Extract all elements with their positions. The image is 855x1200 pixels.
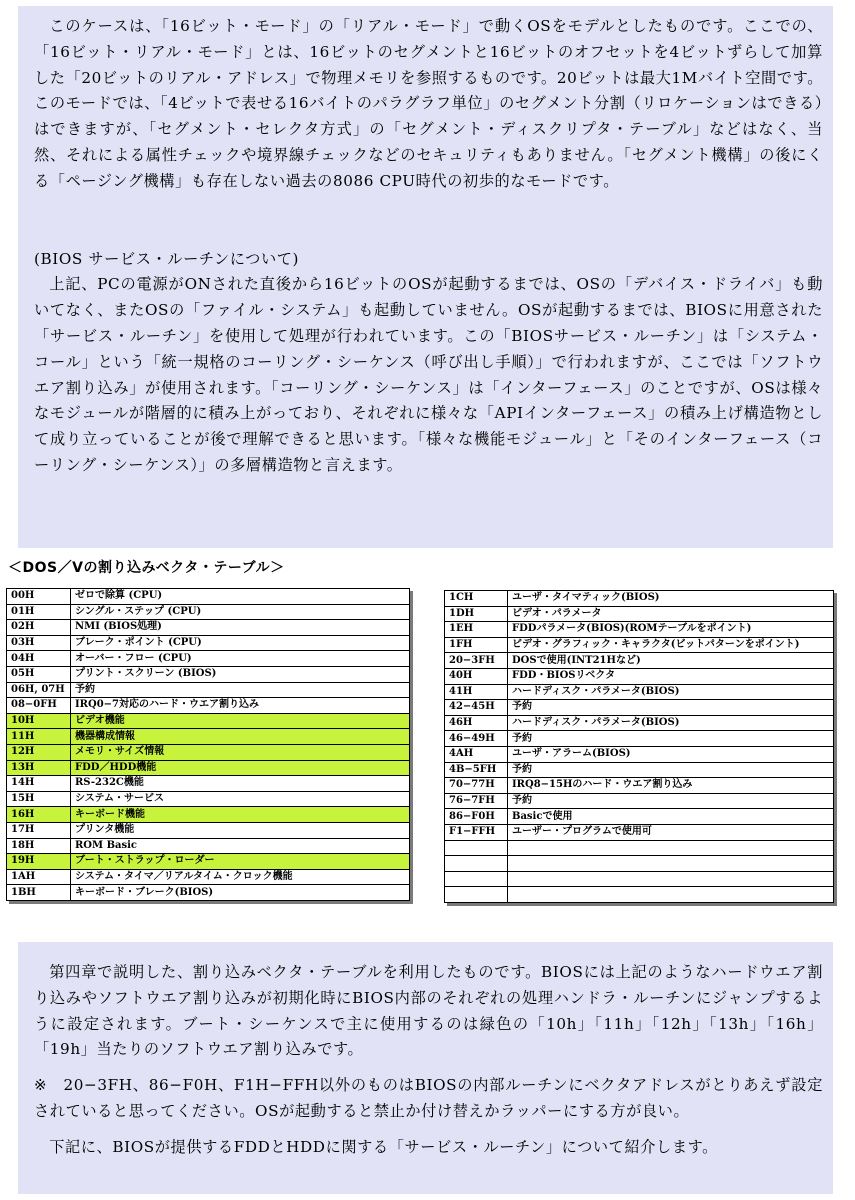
- table-row: [7, 807, 410, 823]
- table-row: [445, 591, 834, 607]
- vector-description: Basicで使用: [508, 809, 834, 825]
- vector-code: 4B−5FH: [445, 762, 508, 778]
- bios-section-heading: (BIOS サービス・ルーチンについて): [34, 249, 300, 268]
- vector-description: FDD／HDD機能: [71, 760, 410, 776]
- vector-code: 17H: [7, 822, 71, 838]
- vector-code: 04H: [7, 651, 71, 667]
- vector-description: 機器構成情報: [71, 729, 410, 745]
- table-row: [445, 871, 834, 887]
- vector-code: 19H: [7, 854, 71, 870]
- vector-description: NMI (BIOS処理): [71, 620, 410, 636]
- vector-description: ビデオ・グラフィック・キャラクタ(ビットパターンをポイント): [508, 637, 834, 653]
- vector-code: 11H: [7, 729, 71, 745]
- vector-code: 05H: [7, 666, 71, 682]
- table-row: [445, 622, 834, 638]
- vector-description: キーボード・ブレーク(BIOS): [71, 885, 410, 901]
- vector-code: 42−45H: [445, 700, 508, 716]
- vector-code: 00H: [7, 589, 71, 605]
- vector-code: 08−0FH: [7, 698, 71, 714]
- vector-code: [445, 871, 508, 887]
- table-row: [7, 854, 410, 870]
- vector-description: ハードディスク・パラメータ(BIOS): [508, 715, 834, 731]
- table-row: [7, 760, 410, 776]
- vector-code: 13H: [7, 760, 71, 776]
- table-row: [445, 824, 834, 840]
- vector-code: 14H: [7, 776, 71, 792]
- vector-description: [508, 840, 834, 856]
- table-row: [7, 713, 410, 729]
- vector-code: 46−49H: [445, 731, 508, 747]
- bios-section-paragraph: 上記、PCの電源がONされた直後から16ビットのOSが起動するまでは、OSの「デバイス・ドライバ」も動いてなく、またOSの「ファイル・システム」も起動していません。OSが起動するまでは、BIOSに用意された「サービス・ルーチン」を使用して処理が行われています。この「BIOSサービス・ルーチン」は「システム・コール」という「統一規格のコーリング・シーケンス（呼び出し手順）」で行われますが、ここでは「ソフトウエア割り込み」が使用されます。「コーリング・シーケンス」は「インターフェース」のことですが、OSは様々なモジュールが階層的に積み上がっており、それぞれに様々な「APIインターフェース」の積み上げ構造物として成り立っていることが後で理解できると思います。「様々な機能モジュール」と「そのインターフェース（コーリング・シーケンス）」の多層構造物と言えます。: [34, 275, 823, 474]
- vector-code: [445, 856, 508, 872]
- vector-code: 20−3FH: [445, 653, 508, 669]
- vector-table-right: [444, 590, 834, 903]
- table-row: [445, 762, 834, 778]
- vector-code: 70−77H: [445, 778, 508, 794]
- vector-description: システム・サービス: [71, 791, 410, 807]
- vector-description: ユーザ・アラーム(BIOS): [508, 746, 834, 762]
- outro-closing: 下記に、BIOSが提供するFDDとHDDに関する「サービス・ルーチン」について紹介します。: [49, 1137, 718, 1156]
- vector-description: 予約: [508, 731, 834, 747]
- table-row: [7, 589, 410, 605]
- table-row: [445, 637, 834, 653]
- vector-code: 1BH: [7, 885, 71, 901]
- table-row: [7, 635, 410, 651]
- vector-code: 4AH: [445, 746, 508, 762]
- vector-description: シングル・ステップ (CPU): [71, 604, 410, 620]
- vector-code: [445, 840, 508, 856]
- vector-description: ビデオ機能: [71, 713, 410, 729]
- vector-code: 18H: [7, 838, 71, 854]
- vector-description: ROM Basic: [71, 838, 410, 854]
- vector-code: [445, 887, 508, 903]
- vector-description: システム・タイマ／リアルタイム・クロック機能: [71, 869, 410, 885]
- table-row: [445, 684, 834, 700]
- vector-code: 10H: [7, 713, 71, 729]
- table-row: [7, 729, 410, 745]
- vector-table-left: [6, 588, 410, 901]
- vector-code: 06H, 07H: [7, 682, 71, 698]
- vector-code: 40H: [445, 668, 508, 684]
- vector-code: 02H: [7, 620, 71, 636]
- vector-description: IRQ8−15Hのハード・ウエア割り込み: [508, 778, 834, 794]
- vector-description: IRQ0−7対応のハード・ウエア割り込み: [71, 698, 410, 714]
- table-row: [7, 822, 410, 838]
- vector-code: F1−FFH: [445, 824, 508, 840]
- vector-description: 予約: [508, 762, 834, 778]
- vector-description: プリンタ機能: [71, 822, 410, 838]
- vector-description: ハードディスク・パラメータ(BIOS): [508, 684, 834, 700]
- table-row: [445, 809, 834, 825]
- table-row: [7, 604, 410, 620]
- vector-description: メモリ・サイズ情報: [71, 744, 410, 760]
- vector-code: 46H: [445, 715, 508, 731]
- vector-description: DOSで使用(INT21Hなど): [508, 653, 834, 669]
- outro-panel: [18, 942, 833, 1194]
- vector-description: FDD・BIOSリベクタ: [508, 668, 834, 684]
- vector-code: 01H: [7, 604, 71, 620]
- vector-description: FDDパラメータ(BIOS)(ROMテーブルをポイント): [508, 622, 834, 638]
- vector-description: RS-232C機能: [71, 776, 410, 792]
- vector-description: オーバー・フロー (CPU): [71, 651, 410, 667]
- table-row: [7, 698, 410, 714]
- table-row: [7, 666, 410, 682]
- table-row: [7, 869, 410, 885]
- vector-code: 1FH: [445, 637, 508, 653]
- vector-description: 予約: [508, 700, 834, 716]
- vector-description: ブレーク・ポイント (CPU): [71, 635, 410, 651]
- table-row: [445, 778, 834, 794]
- table-row: [7, 651, 410, 667]
- table-row: [445, 887, 834, 903]
- table-row: [445, 746, 834, 762]
- table-row: [7, 885, 410, 901]
- table-row: [445, 856, 834, 872]
- table-row: [445, 731, 834, 747]
- vector-description: 予約: [71, 682, 410, 698]
- vector-code: 1DH: [445, 606, 508, 622]
- vector-description: [508, 856, 834, 872]
- vector-description: 予約: [508, 793, 834, 809]
- table-row: [7, 620, 410, 636]
- vector-code: 15H: [7, 791, 71, 807]
- table-row: [445, 840, 834, 856]
- vector-code: 03H: [7, 635, 71, 651]
- vector-table-title: ＜DOS／Vの割り込みベクタ・テーブル＞: [8, 560, 285, 576]
- vector-description: ゼロで除算 (CPU): [71, 589, 410, 605]
- vector-code: 1EH: [445, 622, 508, 638]
- table-row: [445, 700, 834, 716]
- vector-description: ユーザ・タイマティック(BIOS): [508, 591, 834, 607]
- table-row: [445, 715, 834, 731]
- intro-paragraph: このケースは、「16ビット・モード」の「リアル・モード」で動くOSをモデルとしたものです。ここでの、「16ビット・リアル・モード」とは、16ビットのセグメントと16ビットのオフセットを4ビットずらして加算した「20ビットのリアル・アドレス」で物理メモリを参照するものです。20ビットは最大1Mバイト空間です。このモードでは、「4ビットで表せる16バイトのパラグラフ単位」のセグメント分割（リロケーションはできる）はできますが、「セグメント・セレクタ方式」の「セグメント・ディスクリプタ・テーブル」などはなく、当然、それによる属性チェックや境界線チェックなどのセキュリティもありません。「セグメント機構」の後にくる「ページング機構」も存在しない過去の8086 CPU時代の初歩的なモードです。: [34, 17, 823, 190]
- vector-description: ブート・ストラップ・ローダー: [71, 854, 410, 870]
- vector-code: 1CH: [445, 591, 508, 607]
- vector-code: 12H: [7, 744, 71, 760]
- vector-code: 1AH: [7, 869, 71, 885]
- vector-description: ユーザー・プログラムで使用可: [508, 824, 834, 840]
- table-row: [445, 668, 834, 684]
- intro-panel: [18, 6, 833, 548]
- table-row: [7, 838, 410, 854]
- table-row: [7, 776, 410, 792]
- table-row: [445, 793, 834, 809]
- vector-description: プリント・スクリーン (BIOS): [71, 666, 410, 682]
- vector-code: 86−F0H: [445, 809, 508, 825]
- table-row: [7, 791, 410, 807]
- table-row: [445, 606, 834, 622]
- table-row: [445, 653, 834, 669]
- vector-code: 41H: [445, 684, 508, 700]
- vector-description: キーボード機能: [71, 807, 410, 823]
- table-row: [7, 744, 410, 760]
- vector-description: [508, 887, 834, 903]
- vector-description: [508, 871, 834, 887]
- vector-code: 76−7FH: [445, 793, 508, 809]
- outro-note: ※ 20−3FH、86−F0H、F1H−FFH以外のものはBIOSの内部ルーチンにベクタアドレスがとりあえず設定されていると思ってください。OSが起動すると禁止か付け替えかラッパーにする方が良い。: [34, 1076, 823, 1120]
- table-row: [7, 682, 410, 698]
- vector-description: ビデオ・パラメータ: [508, 606, 834, 622]
- vector-code: 16H: [7, 807, 71, 823]
- outro-paragraph: 第四章で説明した、割り込みベクタ・テーブルを利用したものです。BIOSには上記のようなハードウエア割り込みやソフトウエア割り込みが初期化時にBIOS内部のそれぞれの処理ハンドラ・ルーチンにジャンプするように設定されます。ブート・シーケンスで主に使用するのは緑色の「10h」「11h」「12h」「13h」「16h」「19h」当たりのソフトウエア割り込みです。: [34, 963, 823, 1059]
